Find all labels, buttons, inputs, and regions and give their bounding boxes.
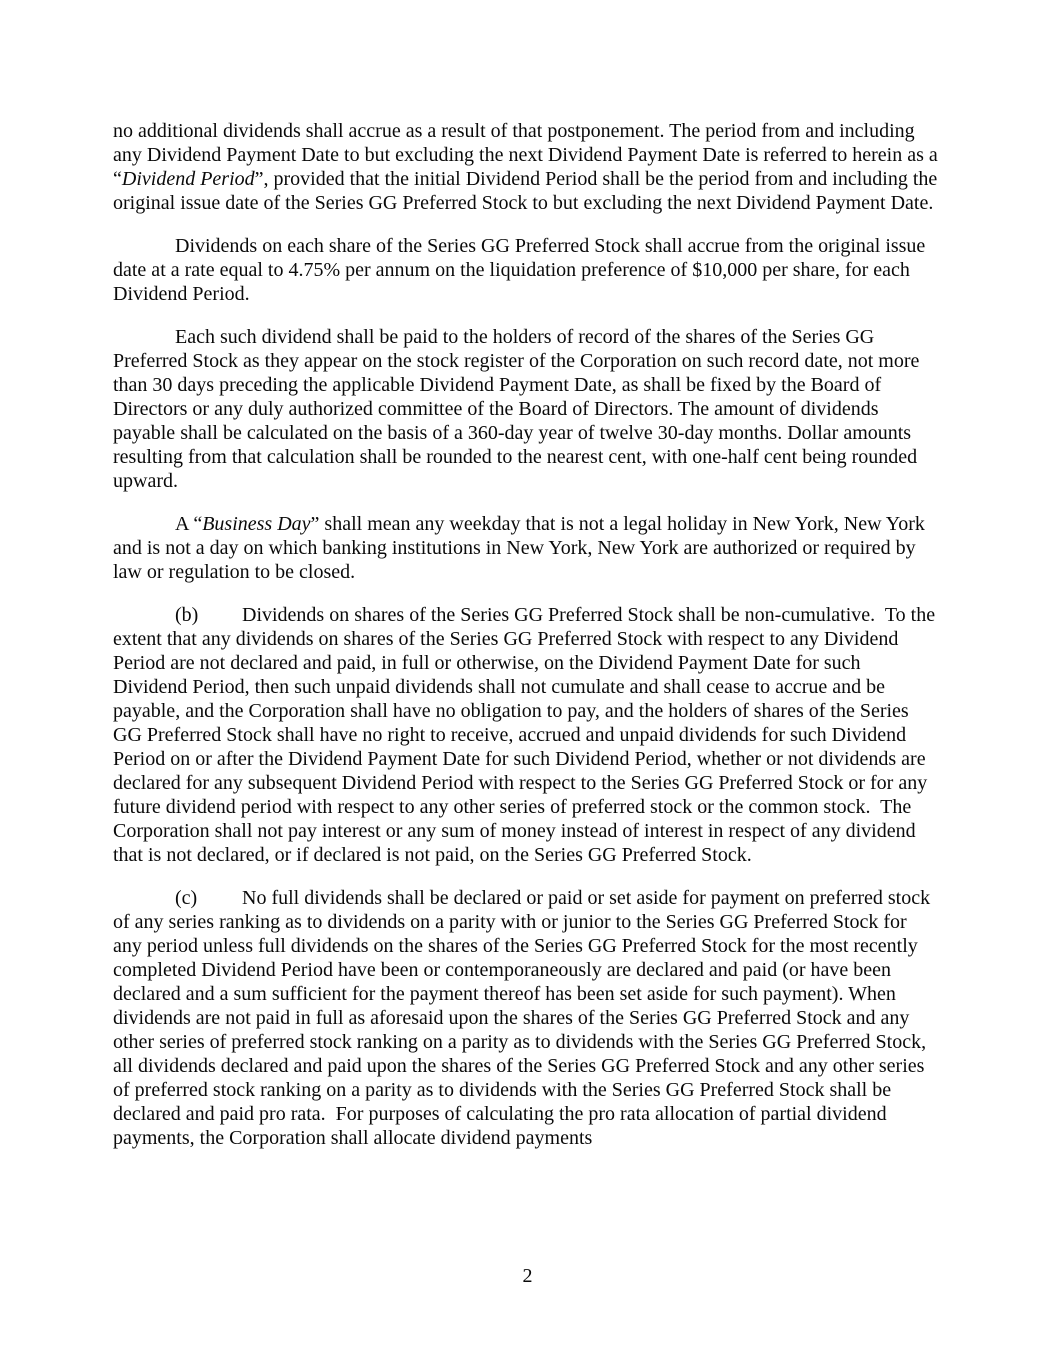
defined-term-business-day: Business Day xyxy=(202,513,311,535)
paragraph-text: Dividends on shares of the Series GG Preferred Stock shall be non-cumulative. To the extent that any dividends on shares of the Series GG Preferred Stock with respect to any Dividend Period are not declared and paid, in full or otherwise, on the Dividend Payment Date for such Dividend Period, then such unpaid dividends shall not cumulate and shall cease to accrue and be payable, and the Corporation shall have no obligation to pay, and the holders of shares of the Series GG Preferred Stock shall have no right to receive, accrued and unpaid dividends for such Dividend Period on or after the Dividend Payment Date for such Dividend Period, whether or not dividends are declared for any subsequent Dividend Period with respect to the Series GG Preferred Stock or for any future dividend period with respect to any other series of preferred stock or the common stock. The Corporation shall not pay interest or any sum of money instead of interest in respect of any dividend that is not declared, or if declared is not paid, on the Series GG Preferred Stock. xyxy=(113,604,941,866)
subsection-label-c: (c) xyxy=(175,887,198,909)
paragraph-subsection-b xyxy=(113,603,939,867)
document-body xyxy=(113,119,943,1169)
paragraph-text: Dividends on each share of the Series GG Preferred Stock shall accrue from the original issue date at a rate equal to 4.75% per annum on the liquidation preference of $10,000 per share, for each Dividend Period. xyxy=(113,235,931,305)
subsection-label-b: (b) xyxy=(175,604,199,626)
paragraph-business-day-definition xyxy=(113,512,939,584)
paragraph-text: ” shall mean any weekday that is not a legal holiday in New York, New York and is not a day on which banking institutions in New York, New York are authorized or required by law or regulation to be closed. xyxy=(113,513,930,583)
paragraph-subsection-c xyxy=(113,886,939,1150)
paragraph-dividend-rate xyxy=(113,234,939,306)
defined-term-dividend-period: Dividend Period xyxy=(121,168,255,190)
page-number: 2 xyxy=(522,1265,533,1287)
paragraph-text: ”, provided that the initial Dividend Period shall be the period from and including the original issue date of the Series GG Preferred Stock to but excluding the next Dividend Payment Date. xyxy=(113,168,943,214)
paragraph-text: No full dividends shall be declared or paid or set aside for payment on preferred stock of any series ranking as to dividends on a parity with or junior to the Series GG Preferred Stock for any period unless full dividends on the shares of the Series GG Preferred Stock for the most recently completed Dividend Period have been or contemporaneously are declared and paid (or have been declared and a sum sufficient for the payment thereof has been set aside for such payment). When dividends are not paid in full as aforesaid upon the shares of the Series GG Preferred Stock and any other series of preferred stock ranking on a parity as to dividends with the Series GG Preferred Stock, all dividends declared and paid upon the shares of the Series GG Preferred Stock and any other series of preferred stock ranking on a parity as to dividends with the Series GG Preferred Stock shall be declared and paid pro rata. For purposes of calculating the pro rata allocation of partial dividend payments, the Corporation shall allocate dividend payments xyxy=(113,887,936,1149)
paragraph-text: Each such dividend shall be paid to the holders of record of the shares of the Series GG Preferred Stock as they appear on the stock register of the Corporation on such record date, not more than 30 days preceding the applicable Dividend Payment Date, as shall be fixed by the Board of Directors or any duly authorized committee of the Board of Directors. The amount of dividends payable shall be calculated on the basis of a 360-day year of twelve 30-day months. Dollar amounts resulting from that calculation shall be rounded to the nearest cent, with one-half cent being rounded upward. xyxy=(113,326,925,492)
paragraph-text: A “ xyxy=(175,513,203,535)
paragraph-dividend-period-definition xyxy=(113,119,943,215)
paragraph-payment-to-holders xyxy=(113,325,939,493)
paragraph-text: no additional dividends shall accrue as a result of that postponement. The period from and including any Dividend Payment Date to but excluding the next Dividend Payment Date is referred to herein as a “ xyxy=(113,120,943,190)
